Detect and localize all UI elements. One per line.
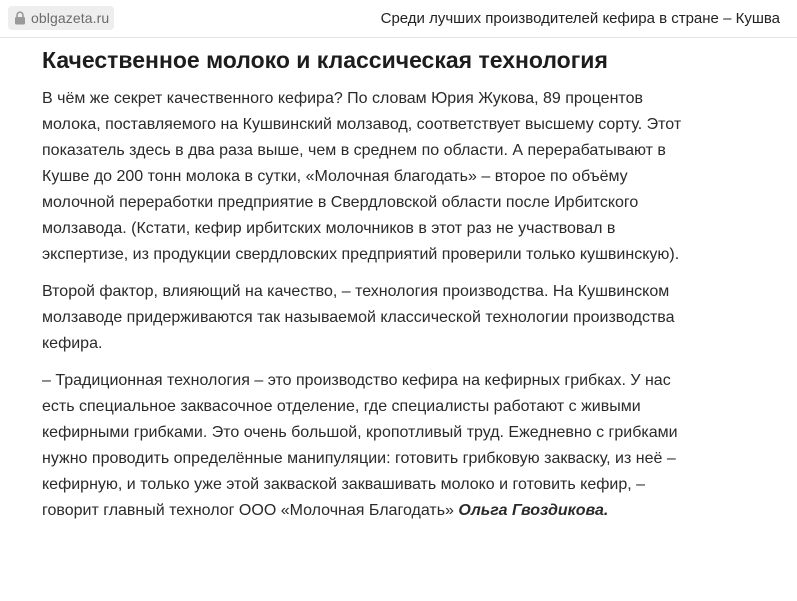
lock-icon (14, 11, 26, 25)
section-heading: Качественное молоко и классическая технология (42, 47, 608, 73)
paragraph-2: Второй фактор, влияющий на качество, – технология производства. На Кушвинском молзаводе придерживаются так называемой классической технологии производства кефира. (42, 283, 675, 352)
quote-author: Ольга Гвоздикова. (458, 502, 609, 519)
address-bar[interactable] (8, 6, 114, 30)
quote-text: – Традиционная технология – это производство кефира на кефирных грибках. У нас есть специальное заквасочное отделение, где специалисты работают с живыми кефирными грибками. Это очень большой, кропотливый труд. Ежедневно с грибками нужно проводить определённые манипуляции: готовить грибковую закваску, из неё – кефирную, и только уже этой закваской заквашивать молоко и готовить кефир, – говорит главный технолог ООО «Молочная Благодать» (42, 372, 678, 519)
url-text: oblgazeta.ru (31, 10, 110, 26)
article-body (42, 44, 702, 535)
paragraph-1: В чём же секрет качественного кефира? По словам Юрия Жукова, 89 процентов молока, поставляемого на Кушвинский молзавод, соответствует высшему сорту. Этот показатель здесь в два раза выше, чем в среднем по области. А перерабатывают в Кушве до 200 тонн молока в сутки, «Молочная благодать» – второе по объёму молочной переработки предприятие в Свердловской области после Ирбитского молзавода. (Кстати, кефир ирбитских молочников в этот раз не участвовал в экспертизе, из продукции свердловских предприятий проверили только кушвинскую). (42, 90, 682, 263)
paragraph-3 (42, 368, 702, 524)
browser-top-bar (0, 0, 797, 38)
page-title: Среди лучших производителей кефира в стране – Кушва (380, 10, 780, 27)
